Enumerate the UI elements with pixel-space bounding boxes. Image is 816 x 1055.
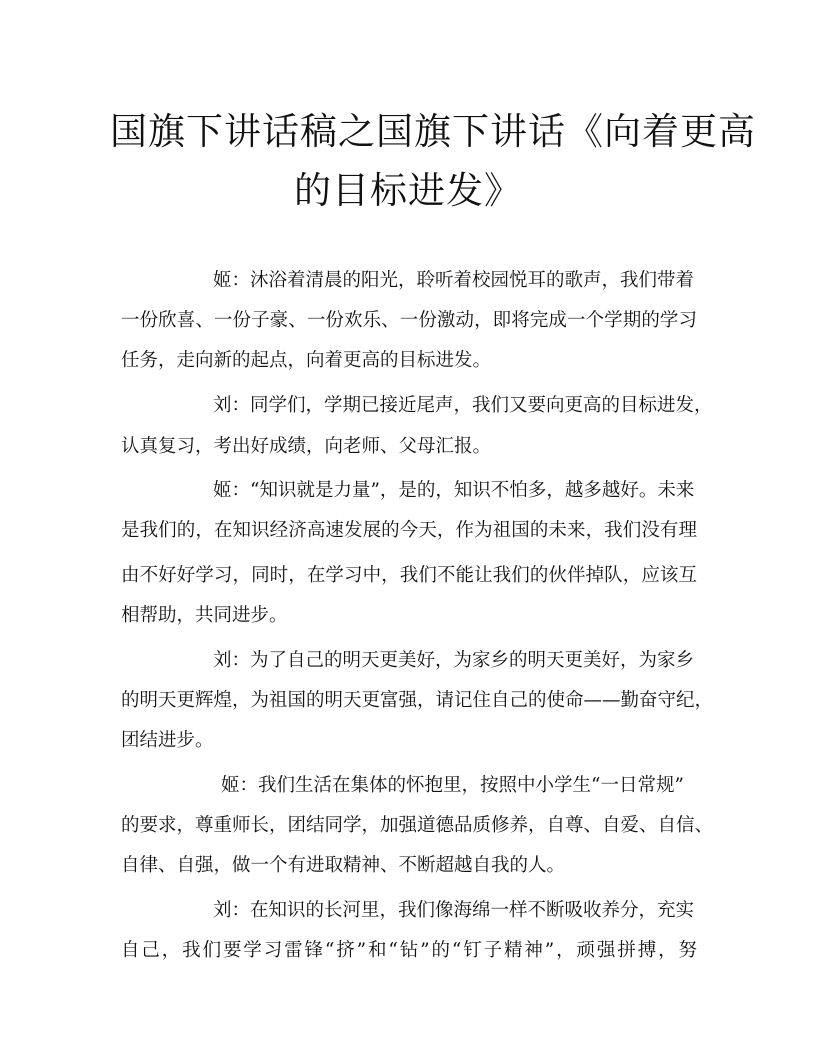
paragraph-line: 自己，我们要学习雷锋“挤”和“钻”的“钉子精神”，顽强拼搏，努 <box>121 940 697 961</box>
paragraph-line: 是我们的，在知识经济高速发展的今天，作为祖国的未来，我们没有理 <box>121 520 697 541</box>
paragraph-line: 的明天更辉煌，为祖国的明天更富强，请记住自己的使命——勤奋守纪， <box>121 690 714 711</box>
paragraph-line: 认真复习，考出好成绩，向老师、父母汇报。 <box>121 436 492 457</box>
paragraph-line: 任务，走向新的起点，向着更高的目标进发。 <box>121 350 492 371</box>
paragraph-line: 姬：我们生活在集体的怀抱里，按照中小学生“一日常规” <box>221 775 684 796</box>
paragraph-line: 刘：为了自己的明天更美好，为家乡的明天更美好，为家乡 <box>213 650 695 671</box>
paragraph-line: 自律、自强，做一个有进取精神、不断超越自我的人。 <box>121 855 566 876</box>
paragraph-line: 一份欣喜、一份子豪、一份欢乐、一份激动，即将完成一个学期的学习 <box>121 310 697 331</box>
paragraph-line: 姬：沐浴着清晨的阳光，聆听着校园悦耳的歌声，我们带着 <box>213 270 695 291</box>
paragraph-line: 姬：“知识就是力量”，是的，知识不怕多，越多越好。未来 <box>213 480 695 501</box>
document-title-line-1: 国旗下讲话稿之国旗下讲话《向着更高 <box>110 110 756 153</box>
paragraph-line: 的要求，尊重师长，团结同学，加强道德品质修养，自尊、自爱、自信、 <box>121 815 714 836</box>
paragraph-line: 刘：同学们，学期已接近尾声，我们又要向更高的目标进发， <box>213 395 713 416</box>
paragraph-line: 相帮助，共同进步。 <box>121 605 288 626</box>
paragraph-line: 团结进步。 <box>121 730 214 751</box>
paragraph-line: 由不好好学习，同时，在学习中，我们不能让我们的伙伴掉队，应该互 <box>121 565 697 586</box>
paragraph-line: 刘：在知识的长河里，我们像海绵一样不断吸收养分，充实 <box>213 900 695 921</box>
document-title-line-2: 的目标进发》 <box>294 169 522 212</box>
